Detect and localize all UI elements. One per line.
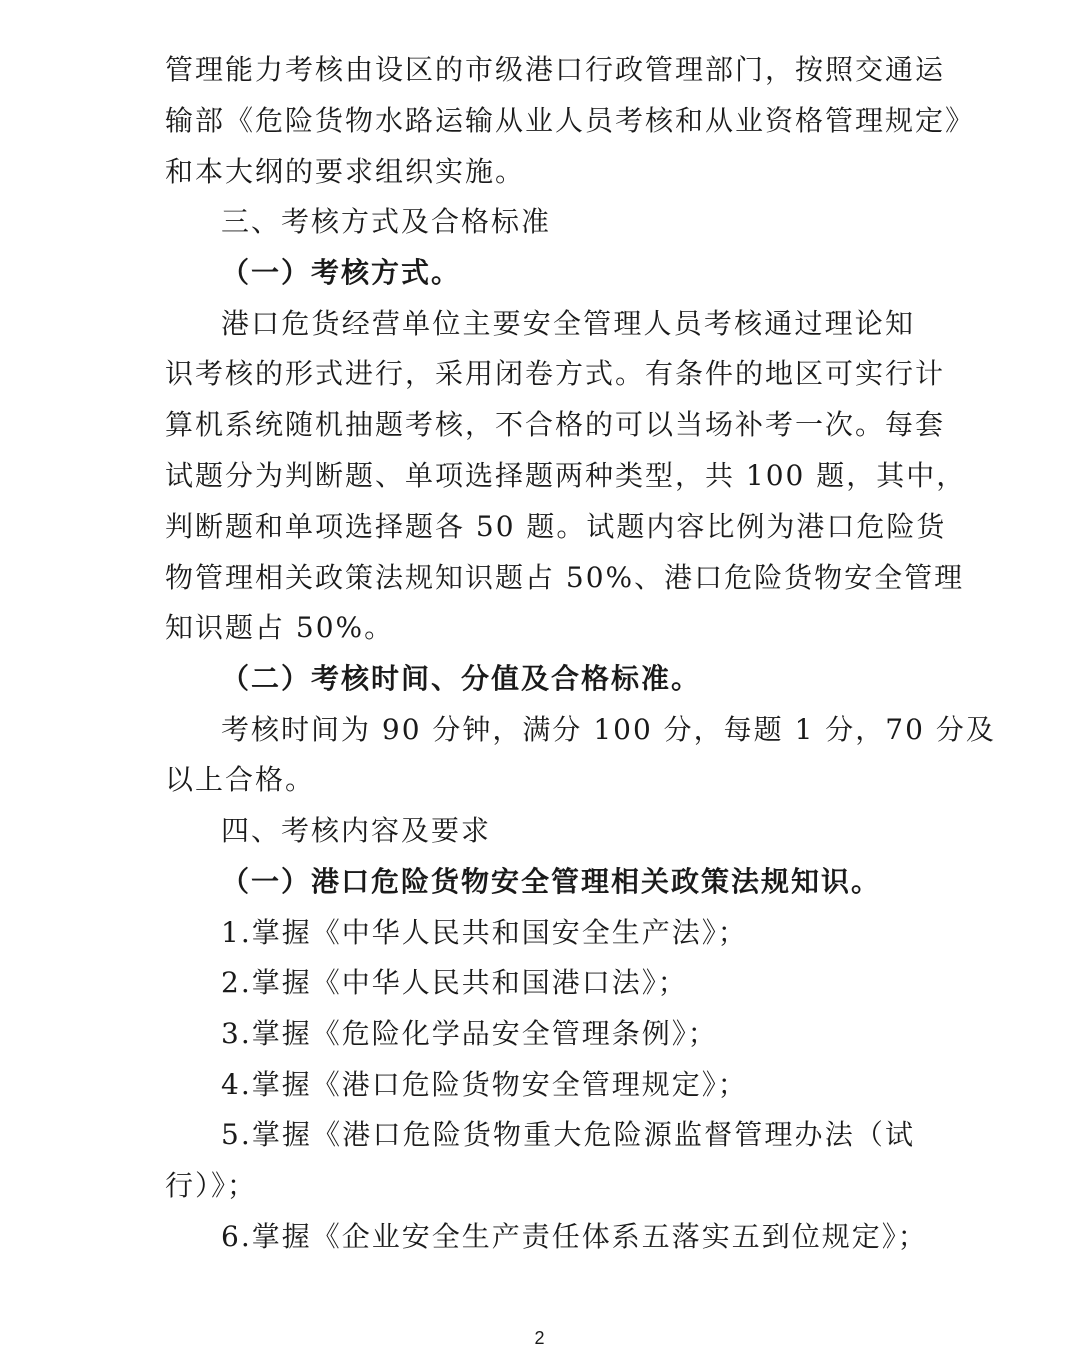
- body-text-line: 试题分为判断题、单项选择题两种类型，共 100 题，其中，: [165, 459, 967, 492]
- body-text-line: 输部《危险货物水路运输从业人员考核和从业资格管理规定》: [165, 104, 976, 137]
- body-text-line: 管理能力考核由设区的市级港口行政管理部门，按照交通运: [165, 53, 946, 86]
- list-item-continuation: 行）》；: [165, 1169, 258, 1202]
- list-item: 5.掌握《港口危险货物重大危险源监督管理办法（试: [221, 1118, 915, 1151]
- body-text-line: 考核时间为 90 分钟，满分 100 分，每题 1 分，70 分及: [221, 713, 996, 746]
- body-text-line: 识考核的形式进行，采用闭卷方式。有条件的地区可实行计: [165, 357, 946, 390]
- body-text-line: 以上合格。: [165, 763, 316, 796]
- list-item: 1.掌握《中华人民共和国安全生产法》；: [221, 916, 748, 949]
- subsection-heading: （一）港口危险货物安全管理相关政策法规知识。: [221, 865, 882, 898]
- subsection-heading: （一）考核方式。: [221, 256, 462, 289]
- body-text-line: 港口危货经营单位主要安全管理人员考核通过理论知: [221, 307, 915, 340]
- list-item: 3.掌握《危险化学品安全管理条例》；: [221, 1017, 718, 1050]
- list-item: 6.掌握《企业安全生产责任体系五落实五到位规定》；: [221, 1220, 928, 1253]
- section-heading: 三、考核方式及合格标准: [221, 205, 552, 238]
- section-heading: 四、考核内容及要求: [221, 814, 492, 847]
- body-text-line: 物管理相关政策法规知识题占 50%、港口危险货物安全管理: [165, 561, 965, 594]
- body-text-line: 知识题占 50%。: [165, 611, 395, 644]
- subsection-heading: （二）考核时间、分值及合格标准。: [221, 662, 702, 695]
- list-item: 4.掌握《港口危险货物安全管理规定》；: [221, 1068, 748, 1101]
- body-text-line: 和本大纲的要求组织实施。: [165, 155, 526, 188]
- body-text-line: 判断题和单项选择题各 50 题。试题内容比例为港口危险货: [165, 510, 947, 543]
- body-text-line: 算机系统随机抽题考核，不合格的可以当场补考一次。每套: [165, 408, 946, 441]
- list-item: 2.掌握《中华人民共和国港口法》；: [221, 966, 688, 999]
- page-number: 2: [534, 1328, 545, 1348]
